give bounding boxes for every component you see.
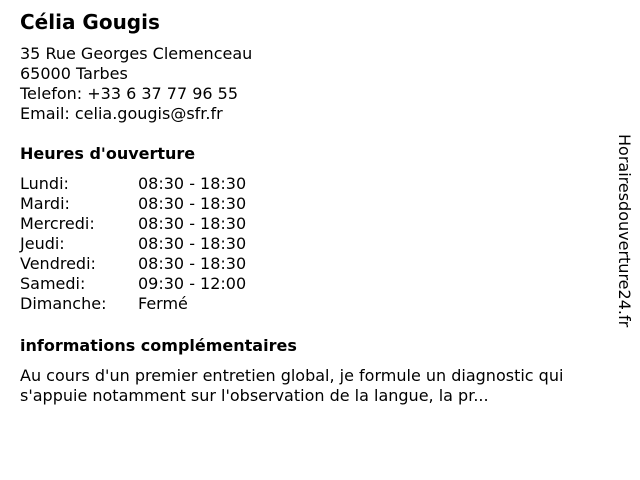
email-text: Email: celia.gougis@sfr.fr — [20, 104, 223, 123]
hours-time: 09:30 - 12:00 — [138, 274, 247, 293]
business-name: Célia Gougis — [20, 10, 160, 34]
hours-day: Mercredi: — [20, 214, 95, 233]
hours-day: Dimanche: — [20, 294, 107, 313]
hours-time: 08:30 - 18:30 — [138, 234, 247, 253]
business-card — [20, 8, 600, 406]
address-street: 35 Rue Georges Clemenceau — [20, 44, 253, 63]
hours-time: 08:30 - 18:30 — [138, 194, 247, 213]
hours-row — [20, 274, 246, 294]
opening-hours-table — [20, 174, 246, 314]
hours-time: Fermé — [138, 294, 188, 313]
hours-day: Vendredi: — [20, 254, 96, 273]
hours-day: Mardi: — [20, 194, 70, 213]
opening-hours-title: Heures d'ouverture — [20, 144, 196, 163]
hours-row — [20, 294, 246, 314]
hours-day: Lundi: — [20, 174, 69, 193]
additional-info-title: informations complémentaires — [20, 336, 297, 355]
phone-text: Telefon: +33 6 37 77 96 55 — [20, 84, 239, 103]
hours-row — [20, 174, 246, 194]
hours-day: Jeudi: — [20, 234, 65, 253]
hours-row — [20, 194, 246, 214]
hours-row — [20, 214, 246, 234]
site-watermark: Horairesdouverture24.fr — [615, 134, 634, 328]
hours-row — [20, 234, 246, 254]
additional-info-text: Au cours d'un premier entretien global, je formule un diagnostic qui s'appuie notamment sur l'observation de la langue, la pr... — [20, 366, 564, 405]
hours-time: 08:30 - 18:30 — [138, 254, 247, 273]
hours-row — [20, 254, 246, 274]
hours-time: 08:30 - 18:30 — [138, 174, 247, 193]
hours-day: Samedi: — [20, 274, 86, 293]
hours-time: 08:30 - 18:30 — [138, 214, 247, 233]
address-city: 65000 Tarbes — [20, 64, 128, 83]
